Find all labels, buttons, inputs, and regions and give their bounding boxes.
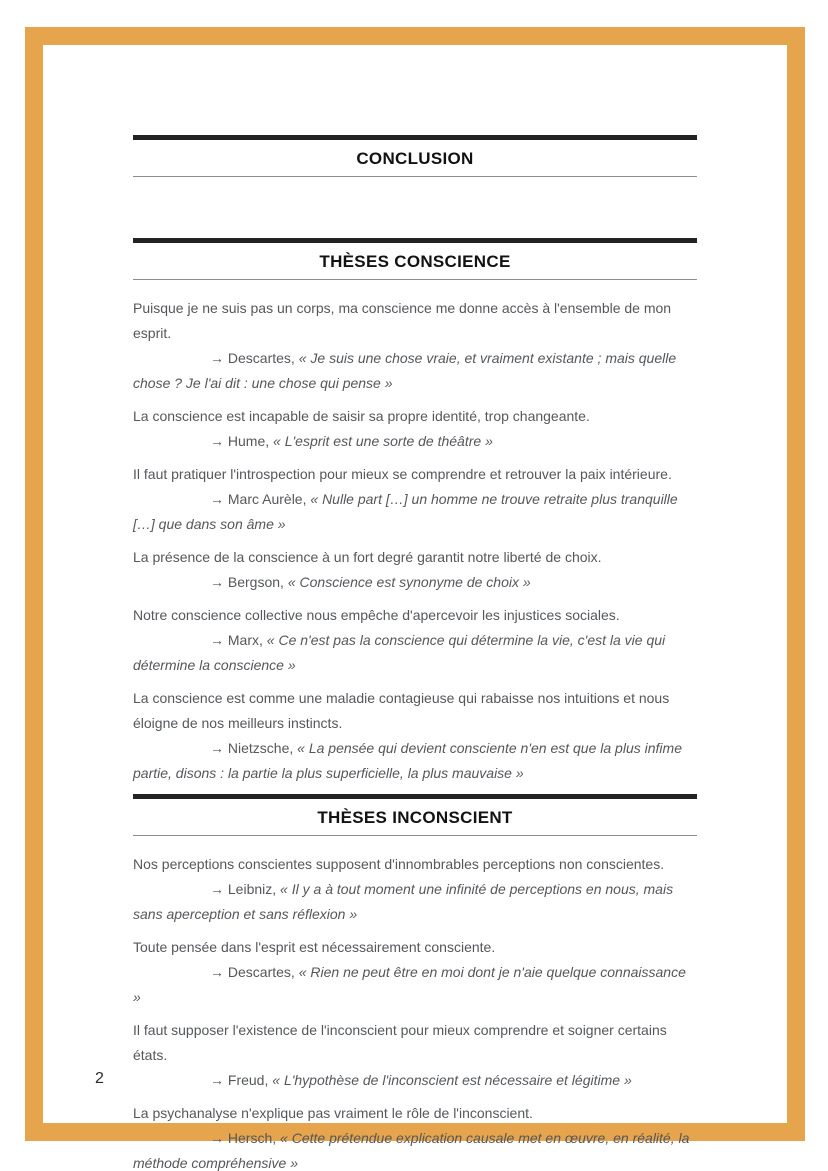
thesis-attribution [133,487,697,537]
arrow-icon: → [210,350,224,366]
thesis-item [133,545,697,595]
thesis-claim: La présence de la conscience à un fort degré garantit notre liberté de choix. [133,549,602,565]
quote-open-mark: « [287,574,296,590]
section [133,238,697,786]
arrow-icon: → [210,491,224,507]
quote-open-mark: « [297,740,305,756]
quote-close-mark: » [515,765,524,781]
thesis-quote: Nulle part […] un homme ne trouve retraite plus tranquille […] que dans son âme [133,491,678,532]
thesis-attribution [133,877,697,927]
page-number: 2 [95,1070,104,1087]
thesis-quote: Cette prétendue explication causale met en œuvre, en réalité, la méthode compréhensive [133,1130,690,1171]
quote-close-mark: » [290,1155,298,1171]
section-title: THÈSES INCONSCIENT [133,794,697,836]
thesis-author: Bergson [227,574,281,590]
thesis-quote: Conscience est synonyme de choix [299,574,519,590]
quote-close-mark: » [277,516,286,532]
thesis-attribution [133,736,697,786]
thesis-claim: Il faut supposer l'existence de l'inconscient pour mieux comprendre et soigner certains états. [133,1022,667,1063]
author-separator: , [265,433,274,449]
thesis-claim: Nos perceptions conscientes supposent d'innombrables perceptions non conscientes. [133,856,665,872]
thesis-attribution [133,628,697,678]
thesis-quote: L'hypothèse de l'inconscient est nécessaire et légitime [283,1072,621,1088]
author-separator: , [290,964,299,980]
thesis-claim: Notre conscience collective nous empêche d'apercevoir les injustices sociales. [133,607,620,623]
thesis-claim: Toute pensée dans l'esprit est nécessairement consciente. [133,939,496,955]
author-separator: , [280,574,288,590]
theses-list [133,186,697,193]
section [133,794,697,1171]
thesis-item [133,1018,697,1093]
theses-list [133,289,697,786]
thesis-quote: Ce n'est pas la conscience qui détermine la vie, c'est la vie qui détermine la conscience [133,632,666,673]
quote-close-mark: » [133,989,141,1005]
thesis-item [133,935,697,1010]
thesis-claim: La conscience est incapable de saisir sa propre identité, trop changeante. [133,408,590,424]
thesis-author: Hersch [227,1130,273,1146]
thesis-attribution [133,960,697,1010]
author-separator: , [290,350,299,366]
quote-open-mark: « [272,1072,281,1088]
thesis-author: Marc Aurèle [227,491,303,507]
thesis-claim: Puisque je ne suis pas un corps, ma conscience me donne accès à l'ensemble de mon esprit. [133,300,672,341]
thesis-attribution [133,1068,697,1093]
thesis-quote: Rien ne peut être en moi dont je n'aie quelque connaissance [310,964,686,980]
arrow-icon: → [210,881,224,897]
thesis-quote: La pensée qui devient consciente n'en est que la plus infime partie, disons : la partie la plus superficielle, la plus mauvaise [133,740,682,781]
quote-open-mark: « [266,632,275,648]
thesis-author: Descartes [227,964,291,980]
thesis-author: Hume [227,433,266,449]
thesis-item [133,296,697,396]
quote-close-mark: » [349,906,358,922]
author-separator: , [289,740,298,756]
thesis-claim: Il faut pratiquer l'introspection pour mieux se comprendre et retrouver la paix intérieure. [133,466,672,482]
thesis-item [133,852,697,927]
arrow-icon: → [210,1072,224,1088]
quote-open-mark: « [310,491,319,507]
thesis-claim: La conscience est comme une maladie contagieuse qui rabaisse nos intuitions et nous éloigne de nos meilleurs instincts. [133,690,670,731]
thesis-item [133,462,697,537]
quote-close-mark: » [287,657,296,673]
author-separator: , [259,632,267,648]
thesis-quote: L'esprit est une sorte de théâtre [284,433,482,449]
thesis-attribution [133,1126,697,1171]
author-separator: , [272,1130,281,1146]
sections-container [133,135,697,1171]
page-border-frame [25,27,805,1171]
quote-open-mark: « [280,881,288,897]
author-separator: , [264,1072,273,1088]
arrow-icon: → [210,1130,224,1146]
quote-open-mark: « [273,433,281,449]
arrow-icon: → [210,574,224,590]
thesis-item [133,603,697,678]
theses-list [133,845,697,1171]
thesis-claim: La psychanalyse n'explique pas vraiment le rôle de l'inconscient. [133,1105,533,1121]
thesis-author: Descartes [227,350,291,366]
thesis-quote: Je suis une chose vraie, et vraiment existante ; mais quelle chose ? Je l'ai dit : une chose qui pense [133,350,677,391]
quote-close-mark: » [522,574,531,590]
author-separator: , [272,881,281,897]
quote-close-mark: » [384,375,393,391]
arrow-icon: → [210,740,224,756]
thesis-attribution [133,429,697,454]
section-title: CONCLUSION [133,135,697,177]
thesis-quote: Il y a à tout moment une infinité de perceptions en nous, mais sans aperception et sans réflexion [133,881,674,922]
quote-open-mark: « [280,1130,288,1146]
thesis-author: Freud [227,1072,265,1088]
page-content [86,90,746,1171]
arrow-icon: → [210,433,224,449]
thesis-item [133,404,697,454]
thesis-author: Leibniz [227,881,273,897]
author-separator: , [302,491,311,507]
quote-close-mark: » [485,433,493,449]
thesis-item [133,686,697,786]
quote-close-mark: » [623,1072,632,1088]
quote-open-mark: « [298,350,307,366]
arrow-icon: → [210,964,224,980]
thesis-author: Marx [227,632,260,648]
section [133,135,697,193]
thesis-item [133,1101,697,1171]
arrow-icon: → [210,632,224,648]
thesis-author: Nietzsche [227,740,290,756]
quote-open-mark: « [298,964,307,980]
section-title: THÈSES CONSCIENCE [133,238,697,280]
thesis-attribution [133,346,697,396]
thesis-attribution [133,570,697,595]
